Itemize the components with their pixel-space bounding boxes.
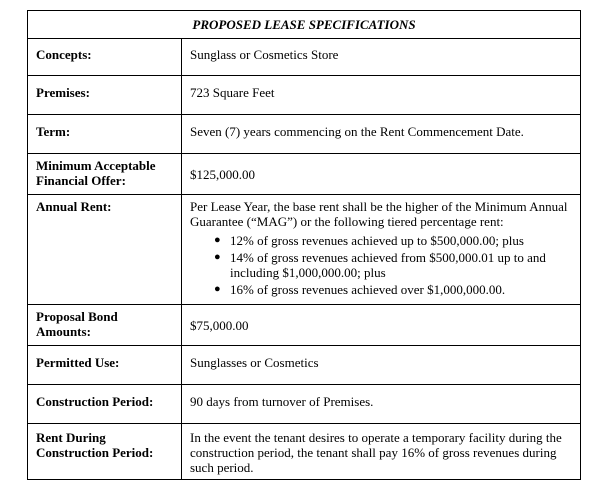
list-item <box>190 233 572 248</box>
row-label: Term: <box>28 115 182 154</box>
bullet-icon: ● <box>214 283 221 295</box>
row-value: Sunglasses or Cosmetics <box>182 346 581 385</box>
row-value: $75,000.00 <box>182 305 581 346</box>
table-row-term <box>28 115 581 154</box>
row-value: Seven (7) years commencing on the Rent Commencement Date. <box>182 115 581 154</box>
row-value: In the event the tenant desires to operate a temporary facility during the construction period, the tenant shall pay 16% of gross revenues during such period. <box>182 424 581 480</box>
row-label: Rent During Construction Period: <box>28 424 182 480</box>
title-row <box>28 11 581 39</box>
rent-tier-text: 14% of gross revenues achieved from $500,000.01 up to and including $1,000,000.00; plus <box>230 250 546 280</box>
row-label: Permitted Use: <box>28 346 182 385</box>
table-row-rent-during <box>28 424 581 480</box>
rent-tier-list <box>190 233 572 297</box>
table-row-concepts <box>28 39 581 76</box>
row-label: Concepts: <box>28 39 182 76</box>
list-item <box>190 282 572 297</box>
bullet-icon: ● <box>214 234 221 246</box>
row-value: $125,000.00 <box>182 154 581 195</box>
annual-rent-cell <box>182 195 581 305</box>
table-row-premises <box>28 76 581 115</box>
row-label: Annual Rent: <box>28 195 182 305</box>
list-item <box>190 250 572 280</box>
row-label: Minimum Acceptable Financial Offer: <box>28 154 182 195</box>
lease-spec-table <box>27 10 581 480</box>
row-value: 90 days from turnover of Premises. <box>182 385 581 424</box>
rent-tier-text: 16% of gross revenues achieved over $1,000,000.00. <box>230 282 506 297</box>
row-label: Construction Period: <box>28 385 182 424</box>
annual-rent-intro: Per Lease Year, the base rent shall be the higher of the Minimum Annual Guarantee (“MAG”) or the following tiered percentage rent: <box>190 199 568 229</box>
bullet-icon: ● <box>214 251 221 263</box>
row-value: 723 Square Feet <box>182 76 581 115</box>
table-row-construction <box>28 385 581 424</box>
row-value: Sunglass or Cosmetics Store <box>182 39 581 76</box>
document-title: PROPOSED LEASE SPECIFICATIONS <box>28 11 581 39</box>
table-row-annual-rent <box>28 195 581 305</box>
row-label: Premises: <box>28 76 182 115</box>
lease-spec-document <box>27 10 580 480</box>
table-row-min-offer <box>28 154 581 195</box>
table-row-permitted-use <box>28 346 581 385</box>
rent-tier-text: 12% of gross revenues achieved up to $500,000.00; plus <box>230 233 524 248</box>
row-label: Proposal Bond Amounts: <box>28 305 182 346</box>
table-row-bond <box>28 305 581 346</box>
